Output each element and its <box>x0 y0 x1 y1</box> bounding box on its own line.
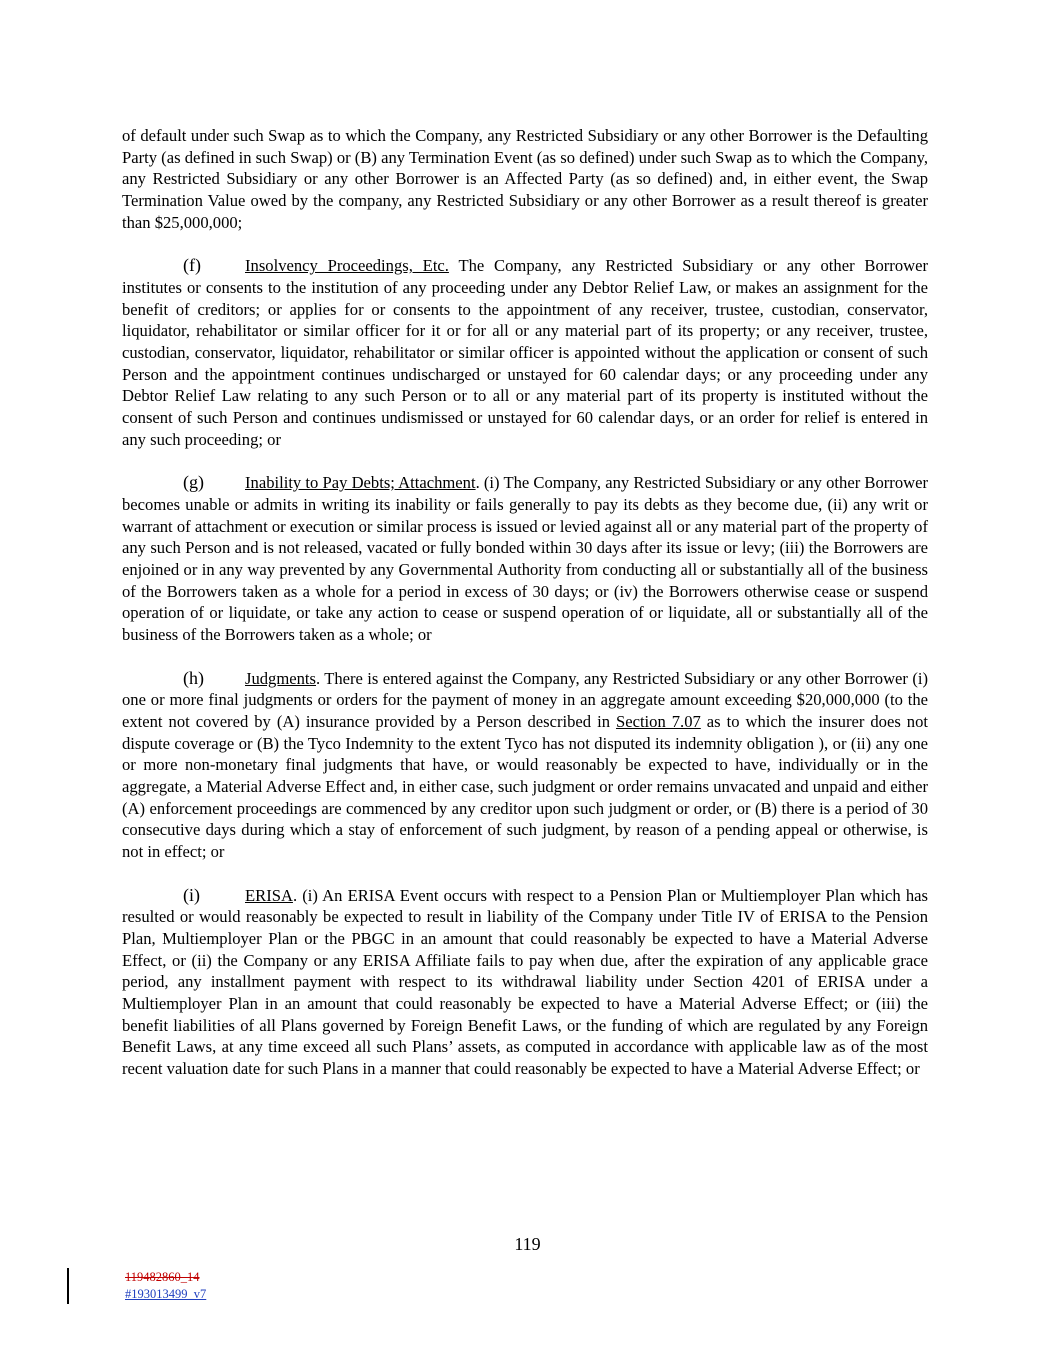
section-h-paragraph <box>122 668 928 863</box>
section-i-number: (i) <box>183 884 200 905</box>
section-f-paragraph <box>122 255 928 450</box>
section-g-paragraph <box>122 472 928 646</box>
section-h-number: (h) <box>183 667 204 688</box>
section-g-text: . (i) The Company, any Restricted Subsidiary or any other Borrower becomes unable or admits in writing its inability or fails generally to pay its debts as they become due, (ii) any writ or warrant of attachment or execution or similar process is issued or levied against all or any material part of the property of any such Person and is not released, vacated or fully bonded within 30 days after its issue or levy; (iii) the Borrowers are enjoined or in any way prevented by any Governmental Authority from conducting all or substantially all of the business of the Borrowers taken as a whole for a period in excess of 30 days; or (iv) the Borrowers otherwise cease or suspend operation of or liquidate, or take any action to cease or suspend operation of or liquidate, all or substantially all of the business of the Borrowers taken as a whole; or <box>122 473 928 645</box>
section-f-text: The Company, any Restricted Subsidiary or any other Borrower institutes or consents to the institution of any proceeding under any Debtor Relief Law, or makes an assignment for the benefit of creditors; or applies for or consents to the appointment of any receiver, trustee, custodian, conservator, liquidator, rehabilitator or similar officer for it or for all or any material part of its property; or any receiver, trustee, custodian, conservator, liquidator, rehabilitator or similar officer is appointed without the application or consent of such Person and the appointment continues undischarged or unstayed for 60 calendar days; or any proceeding under any Debtor Relief Law relating to any such Person or to all or any material part of its property is instituted without the consent of such Person and continues undismissed or unstayed for 60 calendar days, or an order for relief is entered in any such proceeding; or <box>122 256 928 449</box>
continuation-paragraph: of default under such Swap as to which the Company, any Restricted Subsidiary or any other Borrower is the Defaulting Party (as defined in such Swap) or (B) any Termination Event (as so defined) under such Swap as to which the Company, any Restricted Subsidiary or any other Borrower is an Affected Party (as so defined) and, in either event, the Swap Termination Value owed by the company, any Restricted Subsidiary or any other Borrower as a result thereof is greater than $25,000,000; <box>122 126 928 232</box>
deleted-doc-id: 119482860_14 <box>125 1270 200 1284</box>
section-g-heading: Inability to Pay Debts; Attachment <box>245 473 476 493</box>
section-h-text-1: . There is entered against the Company, any Restricted Subsidiary or any other Borrower (i) one or more final judgments or orders for the payment of money in an aggregate amount exceeding $20,000,000 (to the extent not covered by (A) insurance provided by a Person described in <box>122 668 928 731</box>
section-h-heading: Judgments <box>245 668 316 688</box>
section-h-text-2: as to which the insurer does not dispute coverage or (B) the Tyco Indemnity to the extent Tyco has not disputed its indemnity obligation ), or (ii) any one or more non-monetary final judgments that have, or would reasonably be expected to have, individually or in the aggregate, a Material Adverse Effect and, in either case, such judgment or order remains unvacated and unpaid and either (A) enforcement proceedings are commenced by any creditor upon such judgment or order, or (B) there is a period of 30 consecutive days during which a stay of enforcement of such judgment, by reason of a pending appeal or otherwise, is not in effect; or <box>122 711 928 862</box>
section-f-heading: Insolvency Proceedings, Etc. <box>245 256 449 276</box>
section-g-number: (g) <box>183 472 204 493</box>
section-i-text: . (i) An ERISA Event occurs with respect to a Pension Plan or Multiemployer Plan which has resulted or would reasonably be expected to result in liability of the Company under Title IV of ERISA to the Pension Plan, Multiemployer Plan or the PBGC in an amount that could reasonably be expected to have a Material Adverse Effect, or (ii) the Company or any ERISA Affiliate fails to pay when due, after the expiration of any applicable grace period, any installment payment with respect to its withdrawal liability under Section 4201 of ERISA under a Multiemployer Plan in an amount that could reasonably be expected to have a Material Adverse Effect; or (iii) the benefit liabilities of all Plans governed by Foreign Benefit Laws, or the funding of which are regulated by any Foreign Benefit Laws, at any time exceed all such Plans’ assets, as computed in accordance with applicable law as of the most recent valuation date for such Plans in a manner that could reasonably be expected to have a Material Adverse Effect; or <box>122 885 928 1079</box>
document-body <box>122 125 928 1102</box>
section-7-07-reference: Section 7.07 <box>615 711 701 731</box>
page-number: 119 <box>514 1234 541 1254</box>
section-i-heading: ERISA <box>245 885 293 905</box>
section-i-paragraph <box>122 885 928 1080</box>
section-f-number: (f) <box>183 255 201 276</box>
inserted-doc-id: #193013499_v7 <box>125 1287 207 1301</box>
change-bar <box>67 1268 69 1304</box>
